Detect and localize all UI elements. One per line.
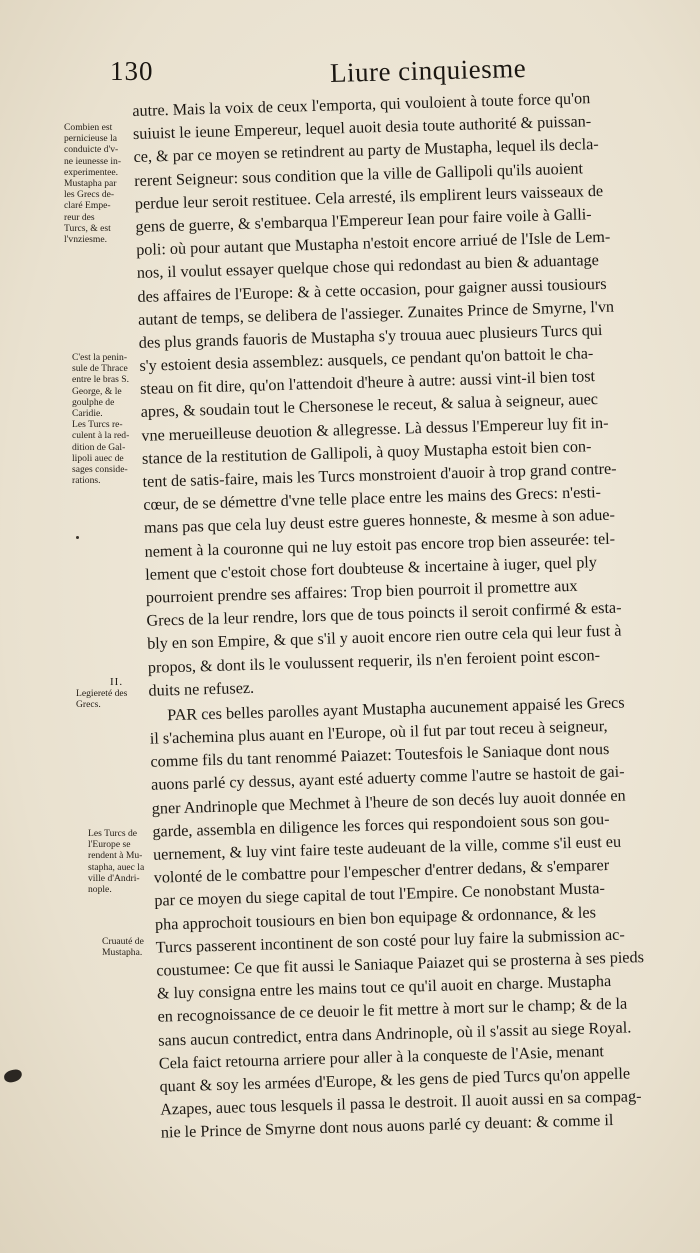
text-line: pha approchoit tousiours en bien bon equipage & ordonnance, & les [154, 902, 597, 934]
ink-speck [76, 536, 79, 539]
text-line: sans aucun contredict, entra dans Andrinople, où il s'assit au siege Royal. [158, 1017, 632, 1050]
text-line: lement que c'estoit chose fort doubteuse & incertaine à iuger, quel ply [145, 552, 598, 584]
text-line: propos, & dont ils le voulussent requerir, ils n'en feroient point escon- [147, 645, 601, 677]
text-line: nos, il voulut essayer quelque chose qui redondast au bien & aduantage [136, 251, 600, 283]
page-number: 130 [110, 56, 154, 86]
text-line: garde, assembla en diligence les forces qui respondoient sous son gou- [152, 809, 610, 841]
margin-note: Legiereté des Grecs. [76, 688, 128, 711]
text-line: rerent Seigneur: sous condition que la ville de Gallipoli qu'ils auoient [133, 159, 584, 190]
text-line: des affaires de l'Europe: & à cette occasion, pour gaigner aussi tousiours [137, 274, 607, 306]
text-line: duits ne refusez. [148, 678, 255, 700]
margin-note: Les Turcs de l'Europe se rendent à Mu- stapha, auec la ville d'Andri- nople. [88, 828, 145, 896]
running-title: Liure cinquiesme [329, 52, 527, 88]
text-line: ce, & par ce moyen se retindrent au party de Mustapha, lequel ils decla- [133, 135, 599, 167]
text-line: cœur, de se démettre d'vne telle place entre les mains des Grecs: n'esti- [143, 483, 602, 515]
text-line: & luy consigna entre les mains tout ce qu'il auoit en charge. Mustapha [156, 972, 612, 1003]
text-line: nie le Prince de Smyrne dont nous auons parlé cy deuant: & comme il [160, 1111, 614, 1142]
text-line: Azapes, auec tous lesquels il passa le destroit. Il auoit aussi en sa compag- [159, 1087, 642, 1119]
text-line: s'y estoient desia assemblez: ausquels, ce pendant qu'on battoit le cha- [139, 344, 594, 375]
text-line: PAR ces belles parolles ayant Mustapha aucunement appaisé les Grecs [166, 693, 625, 725]
text-line: bly en son Empire, & que s'il y auoit encore rien outre cela qui leur fust à [146, 621, 622, 654]
margin-note: C'est la penin- sule de Thrace entre le bras S. George, & le goulphe de Caridie. Les Turcs re- culent à la red- dition de Gal- lipoli auec de sages conside- rations. [72, 352, 130, 487]
text-line: Cela faict retourna arriere pour aller à la conqueste de l'Asie, menant [158, 1041, 605, 1073]
text-line: apres, & soudain tout le Chersonese le receut, & salua à seigneur, auec [140, 390, 599, 422]
text-line: perdue leur seroit restituee. Cela arresté, ils emplirent leurs vaisseaux de [134, 181, 604, 213]
text-line: volonté de le combattre pour l'empescher d'entrer dedans, & s'emparer [153, 856, 610, 887]
ink-blot [3, 1068, 23, 1083]
text-line: gens de guerre, & s'embarqua l'Empereur Iean pour faire voile à Galli- [135, 205, 592, 236]
text-line: Turcs passerent incontinent de son costé pour luy faire la submission ac- [155, 925, 625, 957]
text-line: auons parlé cy dessus, ayant esté aduerty comme l'autre se hastoit de gai- [150, 762, 625, 795]
text-line: gner Andrinople que Mechmet à l'heure de son decés luy auoit donnée en [151, 786, 626, 818]
text-line: il s'achemina plus auant en l'Europe, où il fut par tout receu à seigneur, [149, 717, 608, 748]
text-line: en recognoissance de ce deuoir le fit mettre à mort sur le champ; & de la [157, 994, 628, 1026]
text-line: steau on fit dire, qu'on l'attendoit d'heure à autre: aussi vint-il bien tost [139, 367, 596, 399]
text-line: comme fils du tant renommé Paiazet: Toutesfois le Saniaque dont nous [150, 740, 610, 771]
text-line: uernement, & luy vint faire teste audeuant de la ville, comme s'il eust eu [152, 832, 622, 864]
section-number: II. [110, 676, 124, 688]
text-line: poli: où pour autant que Mustapha n'estoit encore arriué de l'Isle de Lem- [135, 227, 611, 260]
text-line: mans pas que cela luy deust estre gueres honneste, & mesme à son adue- [143, 506, 616, 538]
text-line: coustumee: Ce que fit aussi le Saniaque Paiazet qui se prosterna à ses pieds [156, 947, 645, 980]
text-line: tent de satis-faire, mais les Turcs monstroient d'auoir à trop grand contre- [142, 459, 617, 491]
text-line: quant & soy les armées d'Europe, & les gens de pied Turcs qu'on appelle [159, 1064, 631, 1096]
text-line: autant de temps, se delibera de l'assieger. Zunaites Prince de Smyrne, l'vn [137, 297, 615, 329]
text-line: stance de la restitution de Gallipoli, à quoy Mustapha estoit bien con- [141, 437, 592, 468]
text-line: par ce moyen du siege capital de tout l'Empire. Ce nonobstant Musta- [154, 879, 606, 911]
margin-note: Cruauté de Mustapha. [102, 936, 144, 959]
text-line: Grecs de la leur rendre, lors que de tous poincts il seroit confirmé & esta- [146, 598, 622, 630]
text-line: autre. Mais la voix de ceux l'emporta, qui vouloient à toute force qu'on [132, 89, 591, 120]
text-line: des plus grands fauoris de Mustapha s'y trouua auec plusieurs Turcs qui [138, 320, 603, 352]
margin-note: Combien est pernicieuse la conduicte d'v- ne ieunesse in- experimentee. Mustapha par les Grecs de- claré Empe- reur des Turcs, & est l'vnziesme. [64, 122, 122, 246]
text-line: vne merueilleuse deuotion & allegresse. Là dessus l'Empereur luy fit in- [141, 413, 609, 445]
main-text-block [132, 84, 700, 1145]
text-line: suiuist le ieune Empereur, lequel auoit desia toute authorité & puissan- [132, 112, 592, 144]
text-line: pourroient prendre ses affaires: Trop bien pourroit il promettre aux [145, 576, 578, 607]
text-line: nement à la couronne qui ne luy estoit pas encore trop bien asseurée: tel- [144, 529, 616, 561]
